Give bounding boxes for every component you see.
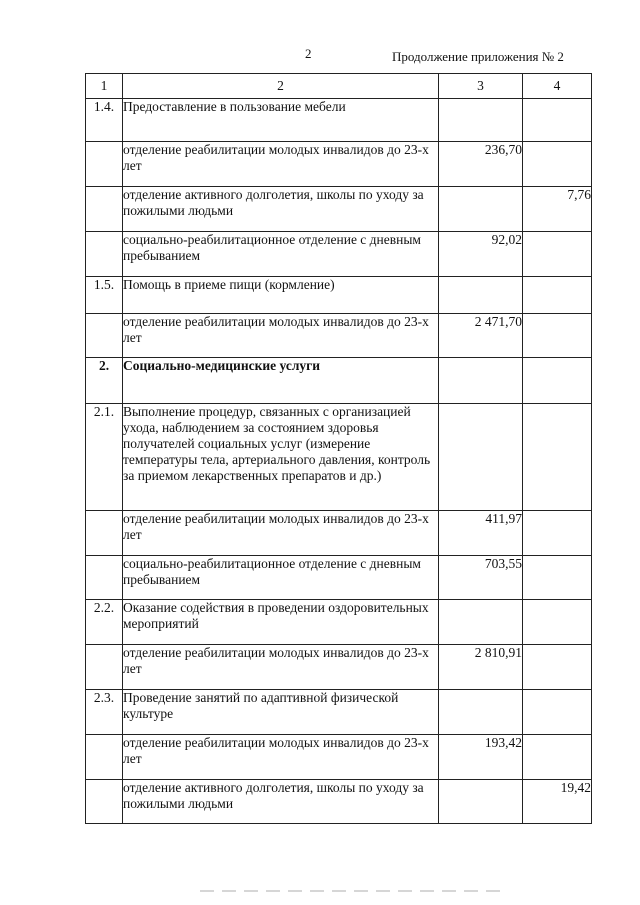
column-3-value-cell: 236,70 (439, 142, 523, 187)
service-description-cell: отделение реабилитации молодых инвалидов до 23-х лет (123, 511, 439, 556)
service-description-cell: отделение реабилитации молодых инвалидов до 23-х лет (123, 645, 439, 690)
footer-scan-artifact (200, 890, 500, 892)
table-row (86, 358, 592, 404)
column-3-value-cell (439, 187, 523, 232)
column-4-value-cell (523, 556, 592, 600)
column-3-value-cell: 2 471,70 (439, 314, 523, 358)
service-description-cell: Предоставление в пользование мебели (123, 99, 439, 142)
column-3-value-cell (439, 690, 523, 735)
service-description-cell: отделение активного долголетия, школы по уходу за пожилыми людьми (123, 187, 439, 232)
column-4-value-cell (523, 99, 592, 142)
column-4-value-cell (523, 735, 592, 780)
service-description-cell: Социально-медицинские услуги (123, 358, 439, 404)
item-number-cell (86, 645, 123, 690)
item-number-cell: 2.1. (86, 404, 123, 511)
column-header-4: 4 (523, 74, 592, 99)
column-4-value-cell: 7,76 (523, 187, 592, 232)
column-3-value-cell: 193,42 (439, 735, 523, 780)
table-row (86, 404, 592, 511)
service-description-cell: отделение реабилитации молодых инвалидов до 23-х лет (123, 142, 439, 187)
services-table-body (86, 74, 592, 824)
item-number-cell (86, 142, 123, 187)
service-description-cell: отделение реабилитации молодых инвалидов до 23-х лет (123, 735, 439, 780)
table-row (86, 556, 592, 600)
column-3-value-cell (439, 780, 523, 824)
column-4-value-cell (523, 404, 592, 511)
column-4-value-cell (523, 358, 592, 404)
service-description-cell: Помощь в приеме пищи (кормление) (123, 277, 439, 314)
column-3-value-cell (439, 358, 523, 404)
service-description-cell: отделение активного долголетия, школы по уходу за пожилыми людьми (123, 780, 439, 824)
column-3-value-cell (439, 99, 523, 142)
table-row (86, 187, 592, 232)
column-4-value-cell (523, 277, 592, 314)
table-row (86, 142, 592, 187)
item-number-cell (86, 780, 123, 824)
table-row (86, 690, 592, 735)
table-row (86, 232, 592, 277)
table-row (86, 645, 592, 690)
column-4-value-cell (523, 142, 592, 187)
service-description-cell: Оказание содействия в проведении оздоровительных мероприятий (123, 600, 439, 645)
item-number-cell (86, 556, 123, 600)
services-table (85, 73, 592, 824)
column-3-value-cell: 2 810,91 (439, 645, 523, 690)
table-row (86, 780, 592, 824)
item-number-cell: 2.3. (86, 690, 123, 735)
column-3-value-cell (439, 277, 523, 314)
table-row (86, 277, 592, 314)
column-4-value-cell: 19,42 (523, 780, 592, 824)
service-description-cell: Выполнение процедур, связанных с организацией ухода, наблюдением за состоянием здоровья получателей социальных услуг (измерение температуры тела, артериального давления, контроль за приемом лекарственных препаратов и др.) (123, 404, 439, 511)
table-row (86, 735, 592, 780)
item-number-cell (86, 187, 123, 232)
column-4-value-cell (523, 232, 592, 277)
column-4-value-cell (523, 314, 592, 358)
item-number-cell (86, 314, 123, 358)
column-3-value-cell (439, 404, 523, 511)
column-4-value-cell (523, 690, 592, 735)
item-number-cell (86, 735, 123, 780)
appendix-continuation-label: Продолжение приложения № 2 (392, 49, 564, 64)
service-description-cell: отделение реабилитации молодых инвалидов до 23-х лет (123, 314, 439, 358)
page-number: 2 (305, 46, 312, 61)
service-description-cell: социально-реабилитационное отделение с дневным пребыванием (123, 232, 439, 277)
service-description-cell: Проведение занятий по адаптивной физической культуре (123, 690, 439, 735)
table-row (86, 99, 592, 142)
column-header-2: 2 (123, 74, 439, 99)
column-3-value-cell (439, 600, 523, 645)
table-row (86, 511, 592, 556)
table-row (86, 314, 592, 358)
item-number-cell (86, 511, 123, 556)
item-number-cell: 2. (86, 358, 123, 404)
column-4-value-cell (523, 511, 592, 556)
column-header-1: 1 (86, 74, 123, 99)
column-3-value-cell: 92,02 (439, 232, 523, 277)
table-row (86, 600, 592, 645)
column-3-value-cell: 411,97 (439, 511, 523, 556)
item-number-cell: 2.2. (86, 600, 123, 645)
item-number-cell (86, 232, 123, 277)
item-number-cell: 1.4. (86, 99, 123, 142)
item-number-cell: 1.5. (86, 277, 123, 314)
column-header-row (86, 74, 592, 99)
column-header-3: 3 (439, 74, 523, 99)
service-description-cell: социально-реабилитационное отделение с дневным пребыванием (123, 556, 439, 600)
column-3-value-cell: 703,55 (439, 556, 523, 600)
column-4-value-cell (523, 645, 592, 690)
column-4-value-cell (523, 600, 592, 645)
